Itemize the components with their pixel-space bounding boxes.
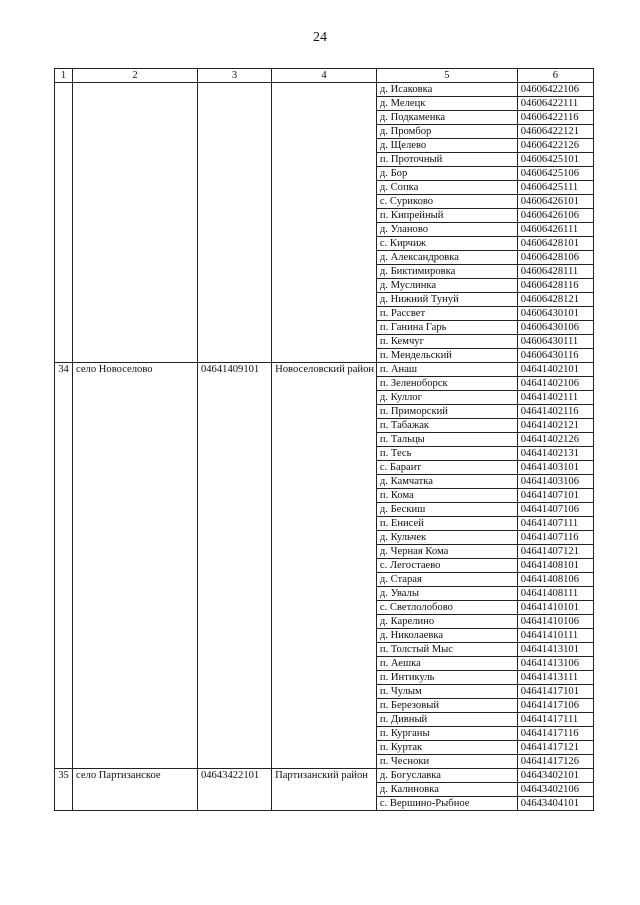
- settlement-code-cell: [197, 83, 271, 363]
- locality-code-cell: 04641408101: [517, 559, 593, 573]
- locality-code-cell: 04606430111: [517, 335, 593, 349]
- locality-code-cell: 04641402131: [517, 447, 593, 461]
- table-row: [55, 83, 594, 97]
- table-body: [55, 83, 594, 811]
- locality-name-cell: п. Енисей: [376, 517, 517, 531]
- column-header: 2: [73, 69, 198, 83]
- locality-code-cell: 04641402116: [517, 405, 593, 419]
- locality-code-cell: 04606422116: [517, 111, 593, 125]
- locality-code-cell: 04641413106: [517, 657, 593, 671]
- locality-name-cell: п. Курганы: [376, 727, 517, 741]
- locality-name-cell: д. Промбор: [376, 125, 517, 139]
- locality-code-cell: 04641403106: [517, 475, 593, 489]
- locality-name-cell: п. Мендельский: [376, 349, 517, 363]
- locality-code-cell: 04643404101: [517, 797, 593, 811]
- locality-name-cell: д. Николаевка: [376, 629, 517, 643]
- locality-code-cell: 04641417121: [517, 741, 593, 755]
- locality-name-cell: п. Табажак: [376, 419, 517, 433]
- settlement-code-cell: 04643422101: [197, 769, 271, 811]
- locality-code-cell: 04641402126: [517, 433, 593, 447]
- settlements-table: [54, 68, 594, 811]
- locality-name-cell: п. Кипрейный: [376, 209, 517, 223]
- locality-name-cell: д. Нижний Тунуй: [376, 293, 517, 307]
- locality-code-cell: 04641407111: [517, 517, 593, 531]
- locality-name-cell: д. Калиновка: [376, 783, 517, 797]
- locality-code-cell: 04606425111: [517, 181, 593, 195]
- locality-code-cell: 04641402111: [517, 391, 593, 405]
- locality-code-cell: 04641408106: [517, 573, 593, 587]
- locality-code-cell: 04641408111: [517, 587, 593, 601]
- locality-code-cell: 04606426101: [517, 195, 593, 209]
- locality-name-cell: п. Березовый: [376, 699, 517, 713]
- locality-code-cell: 04606428101: [517, 237, 593, 251]
- locality-name-cell: д. Богуславка: [376, 769, 517, 783]
- column-header: 5: [376, 69, 517, 83]
- locality-code-cell: 04641417101: [517, 685, 593, 699]
- locality-name-cell: п. Анаш: [376, 363, 517, 377]
- locality-name-cell: д. Исаковка: [376, 83, 517, 97]
- locality-name-cell: п. Интикуль: [376, 671, 517, 685]
- locality-name-cell: д. Бор: [376, 167, 517, 181]
- locality-code-cell: 04606428116: [517, 279, 593, 293]
- district-cell: Новоселовский район: [272, 363, 377, 769]
- locality-code-cell: 04606430106: [517, 321, 593, 335]
- locality-code-cell: 04641403101: [517, 461, 593, 475]
- locality-name-cell: д. Карелино: [376, 615, 517, 629]
- locality-name-cell: с. Легостаево: [376, 559, 517, 573]
- locality-code-cell: 04606426106: [517, 209, 593, 223]
- column-header: 1: [55, 69, 73, 83]
- locality-name-cell: с. Вершино-Рыбное: [376, 797, 517, 811]
- locality-code-cell: 04641417111: [517, 713, 593, 727]
- locality-code-cell: 04606422121: [517, 125, 593, 139]
- locality-name-cell: д. Подкаменка: [376, 111, 517, 125]
- locality-name-cell: п. Приморский: [376, 405, 517, 419]
- locality-code-cell: 04641407101: [517, 489, 593, 503]
- locality-code-cell: 04606425106: [517, 167, 593, 181]
- locality-name-cell: п. Тальцы: [376, 433, 517, 447]
- locality-name-cell: п. Куртак: [376, 741, 517, 755]
- locality-code-cell: 04641407106: [517, 503, 593, 517]
- locality-name-cell: п. Дивный: [376, 713, 517, 727]
- locality-code-cell: 04641402121: [517, 419, 593, 433]
- locality-name-cell: д. Мелецк: [376, 97, 517, 111]
- locality-name-cell: д. Кульчек: [376, 531, 517, 545]
- column-header: 6: [517, 69, 593, 83]
- locality-name-cell: д. Бескиш: [376, 503, 517, 517]
- locality-code-cell: 04641407116: [517, 531, 593, 545]
- locality-name-cell: п. Чесноки: [376, 755, 517, 769]
- locality-name-cell: д. Увалы: [376, 587, 517, 601]
- locality-code-cell: 04643402101: [517, 769, 593, 783]
- locality-name-cell: с. Бараит: [376, 461, 517, 475]
- locality-name-cell: д. Муслинка: [376, 279, 517, 293]
- locality-code-cell: 04641413111: [517, 671, 593, 685]
- locality-code-cell: 04606426111: [517, 223, 593, 237]
- locality-name-cell: д. Куллог: [376, 391, 517, 405]
- header-row: [55, 69, 594, 83]
- settlement-cell: село Партизанское: [73, 769, 198, 811]
- locality-code-cell: 04606422126: [517, 139, 593, 153]
- district-cell: [272, 83, 377, 363]
- locality-name-cell: п. Аешка: [376, 657, 517, 671]
- locality-code-cell: 04606430116: [517, 349, 593, 363]
- locality-code-cell: 04641417116: [517, 727, 593, 741]
- locality-name-cell: д. Камчатка: [376, 475, 517, 489]
- locality-name-cell: п. Кома: [376, 489, 517, 503]
- locality-name-cell: с. Светлолобово: [376, 601, 517, 615]
- locality-name-cell: д. Уланово: [376, 223, 517, 237]
- column-header: 3: [197, 69, 271, 83]
- table-header: [55, 69, 594, 83]
- table-row: [55, 769, 594, 783]
- locality-code-cell: 04606422106: [517, 83, 593, 97]
- district-cell: Партизанский район: [272, 769, 377, 811]
- locality-code-cell: 04606430101: [517, 307, 593, 321]
- locality-code-cell: 04643402106: [517, 783, 593, 797]
- locality-name-cell: д. Старая: [376, 573, 517, 587]
- locality-name-cell: с. Кирчиж: [376, 237, 517, 251]
- locality-code-cell: 04641417126: [517, 755, 593, 769]
- locality-name-cell: п. Тесь: [376, 447, 517, 461]
- locality-name-cell: п. Чулым: [376, 685, 517, 699]
- locality-name-cell: п. Проточный: [376, 153, 517, 167]
- locality-code-cell: 04606428106: [517, 251, 593, 265]
- locality-name-cell: п. Толстый Мыс: [376, 643, 517, 657]
- locality-code-cell: 04606425101: [517, 153, 593, 167]
- locality-code-cell: 04641417106: [517, 699, 593, 713]
- settlement-cell: [73, 83, 198, 363]
- locality-code-cell: 04641402106: [517, 377, 593, 391]
- locality-name-cell: д. Щелево: [376, 139, 517, 153]
- locality-code-cell: 04641407121: [517, 545, 593, 559]
- locality-name-cell: с. Суриково: [376, 195, 517, 209]
- locality-code-cell: 04606422111: [517, 97, 593, 111]
- group-number-cell: [55, 83, 73, 363]
- locality-code-cell: 04641410106: [517, 615, 593, 629]
- locality-name-cell: д. Биктимировка: [376, 265, 517, 279]
- locality-name-cell: д. Сопка: [376, 181, 517, 195]
- locality-name-cell: д. Александровка: [376, 251, 517, 265]
- locality-name-cell: п. Зеленоборск: [376, 377, 517, 391]
- column-header: 4: [272, 69, 377, 83]
- locality-name-cell: п. Кемчуг: [376, 335, 517, 349]
- locality-code-cell: 04606428121: [517, 293, 593, 307]
- page-number: 24: [313, 30, 327, 45]
- locality-code-cell: 04606428111: [517, 265, 593, 279]
- locality-name-cell: д. Черная Кома: [376, 545, 517, 559]
- locality-code-cell: 04641410101: [517, 601, 593, 615]
- group-number-cell: 34: [55, 363, 73, 769]
- locality-code-cell: 04641410111: [517, 629, 593, 643]
- locality-code-cell: 04641413101: [517, 643, 593, 657]
- settlement-code-cell: 04641409101: [197, 363, 271, 769]
- locality-code-cell: 04641402101: [517, 363, 593, 377]
- group-number-cell: 35: [55, 769, 73, 811]
- locality-name-cell: п. Ганина Гарь: [376, 321, 517, 335]
- table-row: [55, 363, 594, 377]
- settlement-cell: село Новоселово: [73, 363, 198, 769]
- locality-name-cell: п. Рассвет: [376, 307, 517, 321]
